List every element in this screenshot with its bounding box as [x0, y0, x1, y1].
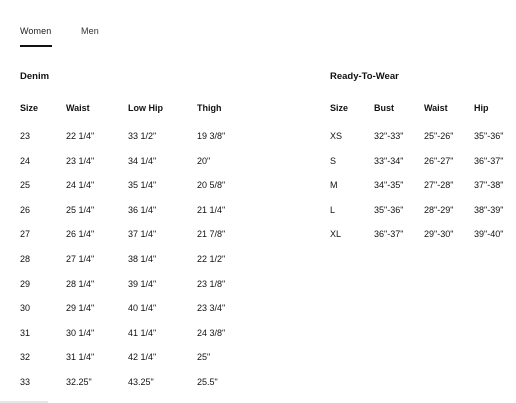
rtw-cell: 35"-36": [374, 204, 404, 215]
denim-cell: 24 1/4": [66, 180, 95, 191]
denim-cell: 33: [20, 377, 31, 387]
denim-cell: 24: [20, 155, 31, 166]
denim-cell: 25: [20, 180, 31, 191]
denim-cell: 31: [20, 327, 31, 338]
denim-cell: 21 1/4": [197, 204, 226, 215]
denim-cell: 40 1/4": [128, 303, 157, 314]
rtw-header-bust: Bust: [374, 103, 394, 113]
denim-cell: 29 1/4": [66, 303, 95, 314]
denim-cell: 29: [20, 278, 31, 289]
denim-cell: 26 1/4": [66, 229, 95, 240]
denim-header-low-hip: Low Hip: [128, 103, 163, 113]
size-tabs: [20, 26, 516, 48]
rtw-cell: 32"-33": [374, 131, 404, 141]
denim-header-size: Size: [20, 103, 39, 113]
denim-cell: 42 1/4": [128, 352, 157, 363]
rtw-cell: 35"-36": [474, 131, 504, 141]
denim-cell: 34 1/4": [128, 155, 157, 166]
rtw-cell: 34"-35": [374, 180, 404, 191]
rtw-title: Ready-To-Wear: [330, 71, 399, 82]
denim-cell: 33 1/2": [128, 131, 157, 141]
denim-cell: 38 1/4": [128, 254, 157, 264]
denim-cell: 30: [20, 303, 31, 314]
denim-cell: 23 1/4": [66, 155, 95, 166]
rtw-header-waist: Waist: [424, 103, 448, 113]
denim-cell: 28 1/4": [66, 278, 95, 289]
tab-men[interactable]: Men: [81, 26, 99, 36]
denim-header-thigh: Thigh: [197, 103, 222, 113]
denim-cell: 30 1/4": [66, 327, 95, 338]
denim-cell: 37 1/4": [128, 229, 157, 240]
rtw-cell: 36"-37": [474, 155, 504, 166]
denim-cell: 25 1/4": [66, 204, 95, 215]
denim-title: Denim: [20, 71, 50, 82]
rtw-cell: 28"-29": [424, 204, 454, 215]
active-tab-indicator: [20, 45, 52, 47]
denim-cell: 22 1/2": [197, 254, 226, 264]
denim-cell: 32: [20, 352, 31, 363]
denim-cell: 27 1/4": [66, 254, 95, 264]
denim-cell: 24 3/8": [197, 327, 226, 338]
rtw-cell: 38"-39": [474, 204, 504, 215]
denim-cell: 19 3/8": [197, 131, 226, 141]
denim-cell: 27: [20, 229, 31, 240]
rtw-cell: 33"-34": [374, 155, 404, 166]
rtw-cell: S: [330, 155, 337, 166]
rtw-cell: XL: [330, 229, 342, 240]
denim-cell: 23: [20, 131, 31, 141]
denim-cell: 41 1/4": [128, 327, 157, 338]
denim-header-waist: Waist: [66, 103, 90, 113]
denim-cell: 21 7/8": [197, 229, 226, 240]
denim-cell: 25.5": [197, 377, 218, 387]
denim-cell: 22 1/4": [66, 131, 95, 141]
rtw-header-size: Size: [330, 103, 349, 113]
denim-cell: 32.25": [66, 377, 92, 387]
tab-women[interactable]: Women: [20, 26, 52, 36]
denim-cell: 23 3/4": [197, 303, 226, 314]
rtw-cell: 27"-28": [424, 180, 454, 191]
denim-cell: 25": [197, 352, 211, 363]
rtw-cell: 26"-27": [424, 155, 454, 166]
denim-cell: 39 1/4": [128, 278, 157, 289]
denim-cell: 35 1/4": [128, 180, 157, 191]
denim-cell: 23 1/8": [197, 278, 226, 289]
rtw-header-hip: Hip: [474, 103, 489, 113]
denim-cell: 43.25": [128, 377, 154, 387]
denim-cell: 20 5/8": [197, 180, 226, 191]
rtw-cell: XS: [330, 131, 343, 141]
denim-cell: 31 1/4": [66, 352, 95, 363]
rtw-cell: 39"-40": [474, 229, 504, 240]
rtw-cell: 36"-37": [374, 229, 404, 240]
denim-cell: 28: [20, 254, 31, 264]
denim-cell: 36 1/4": [128, 204, 157, 215]
denim-cell: 26: [20, 204, 31, 215]
rtw-cell: L: [330, 204, 336, 215]
rtw-cell: 29"-30": [424, 229, 454, 240]
rtw-cell: 25"-26": [424, 131, 454, 141]
denim-cell: 20": [197, 155, 211, 166]
rtw-cell: M: [330, 180, 338, 191]
rtw-cell: 37"-38": [474, 180, 504, 191]
